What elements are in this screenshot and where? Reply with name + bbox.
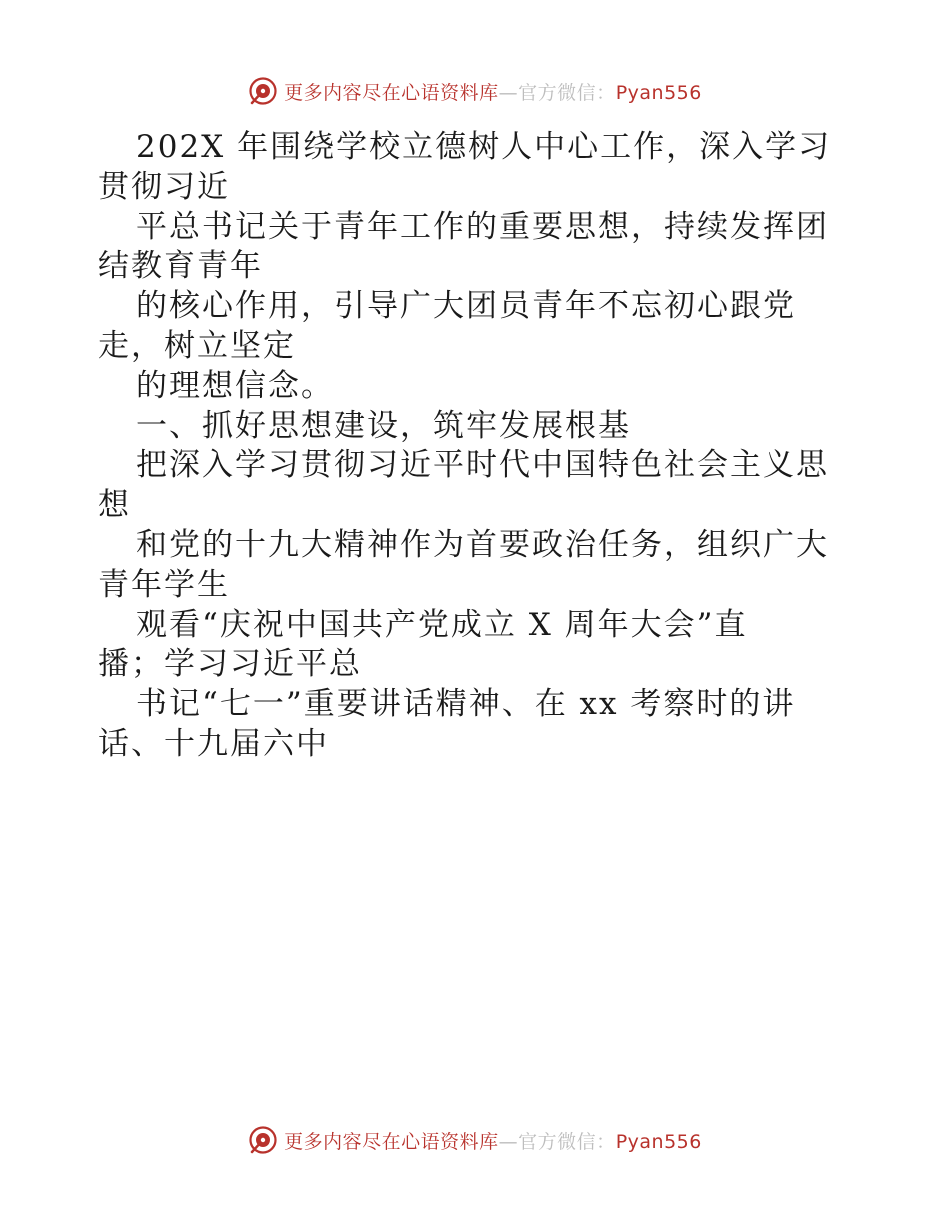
text-line: 结教育青年 [98, 248, 263, 285]
text-line: 贯彻习近 [98, 168, 230, 205]
text-line: 青年学生 [98, 566, 230, 603]
watermark-text: 更多内容尽在心语资料库—官方微信：Pyan556 [284, 1130, 702, 1153]
pen-logo-icon [248, 76, 278, 106]
document-body [98, 128, 858, 765]
text-line: 平总书记关于青年工作的重要思想，持续发挥团 [136, 208, 829, 245]
text-line: 播；学习习近平总 [98, 646, 362, 683]
text-line: 话、十九届六中 [98, 725, 329, 762]
text-line: 一、抓好思想建设，筑牢发展根基 [136, 407, 631, 444]
text-line: 202X 年围绕学校立德树人中心工作，深入学习 [136, 129, 832, 165]
text-line: 想 [98, 487, 131, 524]
text-line: 书记“七一”重要讲话精神、在 xx 考察时的讲 [136, 686, 796, 723]
text-line: 和党的十九大精神作为首要政治任务，组织广大 [136, 526, 829, 563]
text-line: 的理想信念。 [136, 367, 334, 404]
pen-logo-icon [248, 1125, 278, 1155]
text-line: 的核心作用，引导广大团员青年不忘初心跟党 [136, 288, 796, 325]
text-line: 观看“庆祝中国共产党成立 X 周年大会”直 [136, 606, 748, 643]
text-line: 把深入学习贯彻习近平时代中国特色社会主义思 [136, 447, 829, 484]
watermark-text: 更多内容尽在心语资料库—官方微信：Pyan556 [284, 81, 702, 104]
text-line: 走，树立坚定 [98, 327, 296, 364]
footer-watermark [0, 1120, 950, 1160]
header-watermark [0, 71, 950, 111]
